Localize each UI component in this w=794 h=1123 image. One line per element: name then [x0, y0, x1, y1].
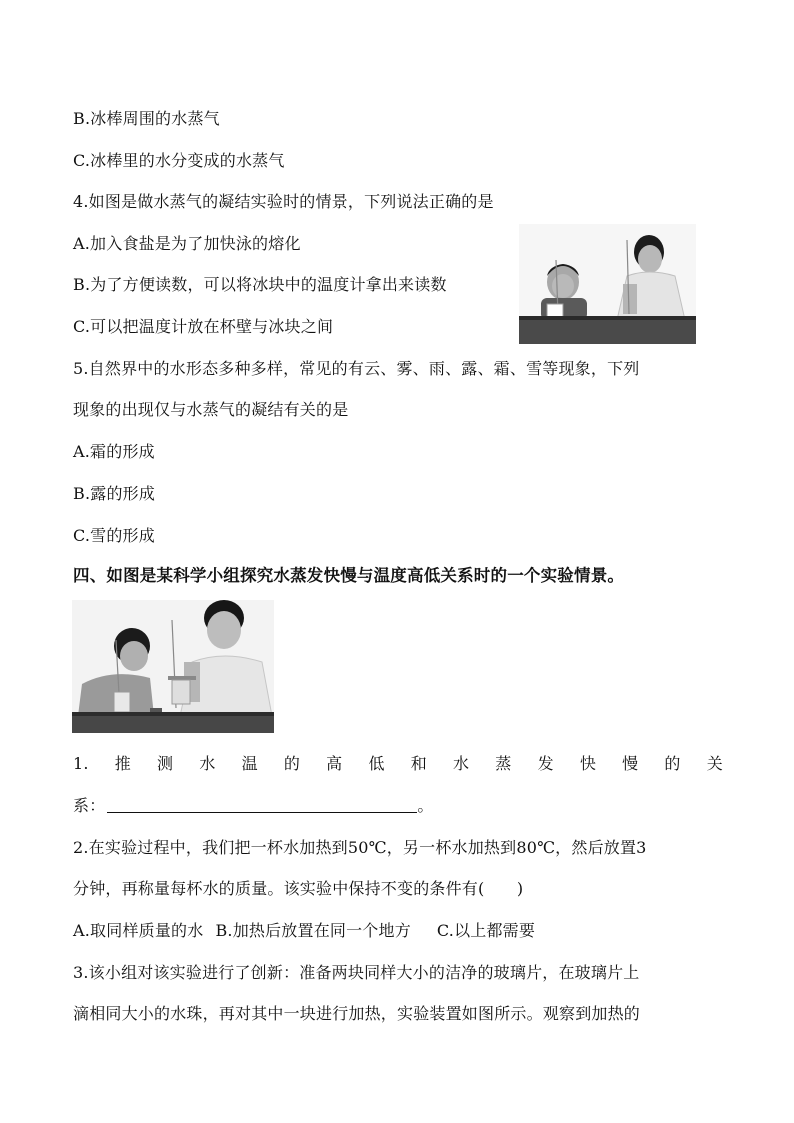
s4-q1-char: 和	[410, 754, 427, 773]
s4-q2-option-a: A.取同样质量的水	[73, 921, 204, 940]
s4-q1-char: 的	[283, 754, 301, 773]
q4-stem: 4.如图是做水蒸气的凝结实验时的情景，下列说法正确的是	[73, 192, 494, 211]
s4-q1-char: 水	[199, 754, 216, 773]
section4-experiment-photo	[72, 600, 274, 733]
s4-q1-char: 1.	[73, 754, 89, 773]
q5-stem-line1: 5.自然界中的水形态多种多样，常见的有云、雾、雨、露、霜、雪等现象，下列	[73, 359, 640, 378]
s4-q1-char: 慢	[622, 754, 639, 773]
s4-q1-char: 推	[114, 754, 131, 773]
s4-q1-char: 关	[706, 754, 723, 773]
s4-q1-char: 低	[368, 754, 385, 773]
s4-q2-option-b: B.加热后放置在同一个地方	[215, 921, 411, 940]
s4-q1-char: 快	[579, 754, 597, 773]
q5-option-b: B.露的形成	[73, 484, 156, 503]
s4-q1-line2-suffix: 。	[417, 796, 434, 815]
s4-q3-line1: 3.该小组对该实验进行了创新：准备两块同样大小的洁净的玻璃片，在玻璃片上	[73, 963, 640, 982]
s4-q1-char: 测	[157, 754, 174, 773]
q4-option-a: A.加入食盐是为了加快泳的熔化	[73, 234, 301, 253]
s4-q1-char: 水	[453, 754, 470, 773]
s4-q2-line1: 2.在实验过程中，我们把一杯水加热到50℃，另一杯水加热到80℃，然后放置3	[73, 838, 647, 857]
s4-q1-char: 发	[537, 754, 554, 773]
s4-q1-char: 温	[241, 754, 258, 773]
q4-experiment-photo	[519, 224, 696, 344]
line-q3-option-b: B.冰棒周围的水蒸气	[73, 109, 220, 128]
q5-stem-line2: 现象的出现仅与水蒸气的凝结有关的是	[73, 400, 349, 419]
q4-option-b: B.为了方便读数，可以将冰块中的温度计拿出来读数	[73, 275, 447, 294]
q4-option-c: C.可以把温度计放在杯壁与冰块之间	[73, 317, 334, 336]
s4-q1-char: 蒸	[495, 754, 512, 773]
q5-option-c: C.雪的形成	[73, 526, 155, 545]
s4-q1-char: 的	[664, 754, 681, 773]
answer-blank[interactable]	[107, 796, 417, 813]
s4-q1-line2-prefix: 系：	[73, 796, 106, 815]
s4-q3-line2: 滴相同大小的水珠，再对其中一块进行加热，实验装置如图所示。观察到加热的	[73, 1004, 641, 1023]
s4-q1-line1	[73, 752, 723, 776]
line-q3-option-c: C.冰棒里的水分变成的水蒸气	[73, 151, 285, 170]
s4-q1-char: 高	[326, 754, 343, 773]
s4-q2-option-c: C.以上都需要	[436, 921, 536, 940]
s4-q2-options	[73, 919, 535, 943]
q5-option-a: A.霜的形成	[73, 442, 155, 461]
section4-heading: 四、如图是某科学小组探究水蒸发快慢与温度高低关系时的一个实验情景。	[73, 566, 625, 585]
s4-q1-line2	[73, 794, 434, 818]
s4-q2-line2: 分钟，再称量每杯水的质量。该实验中保持不变的条件有( )	[73, 879, 524, 898]
